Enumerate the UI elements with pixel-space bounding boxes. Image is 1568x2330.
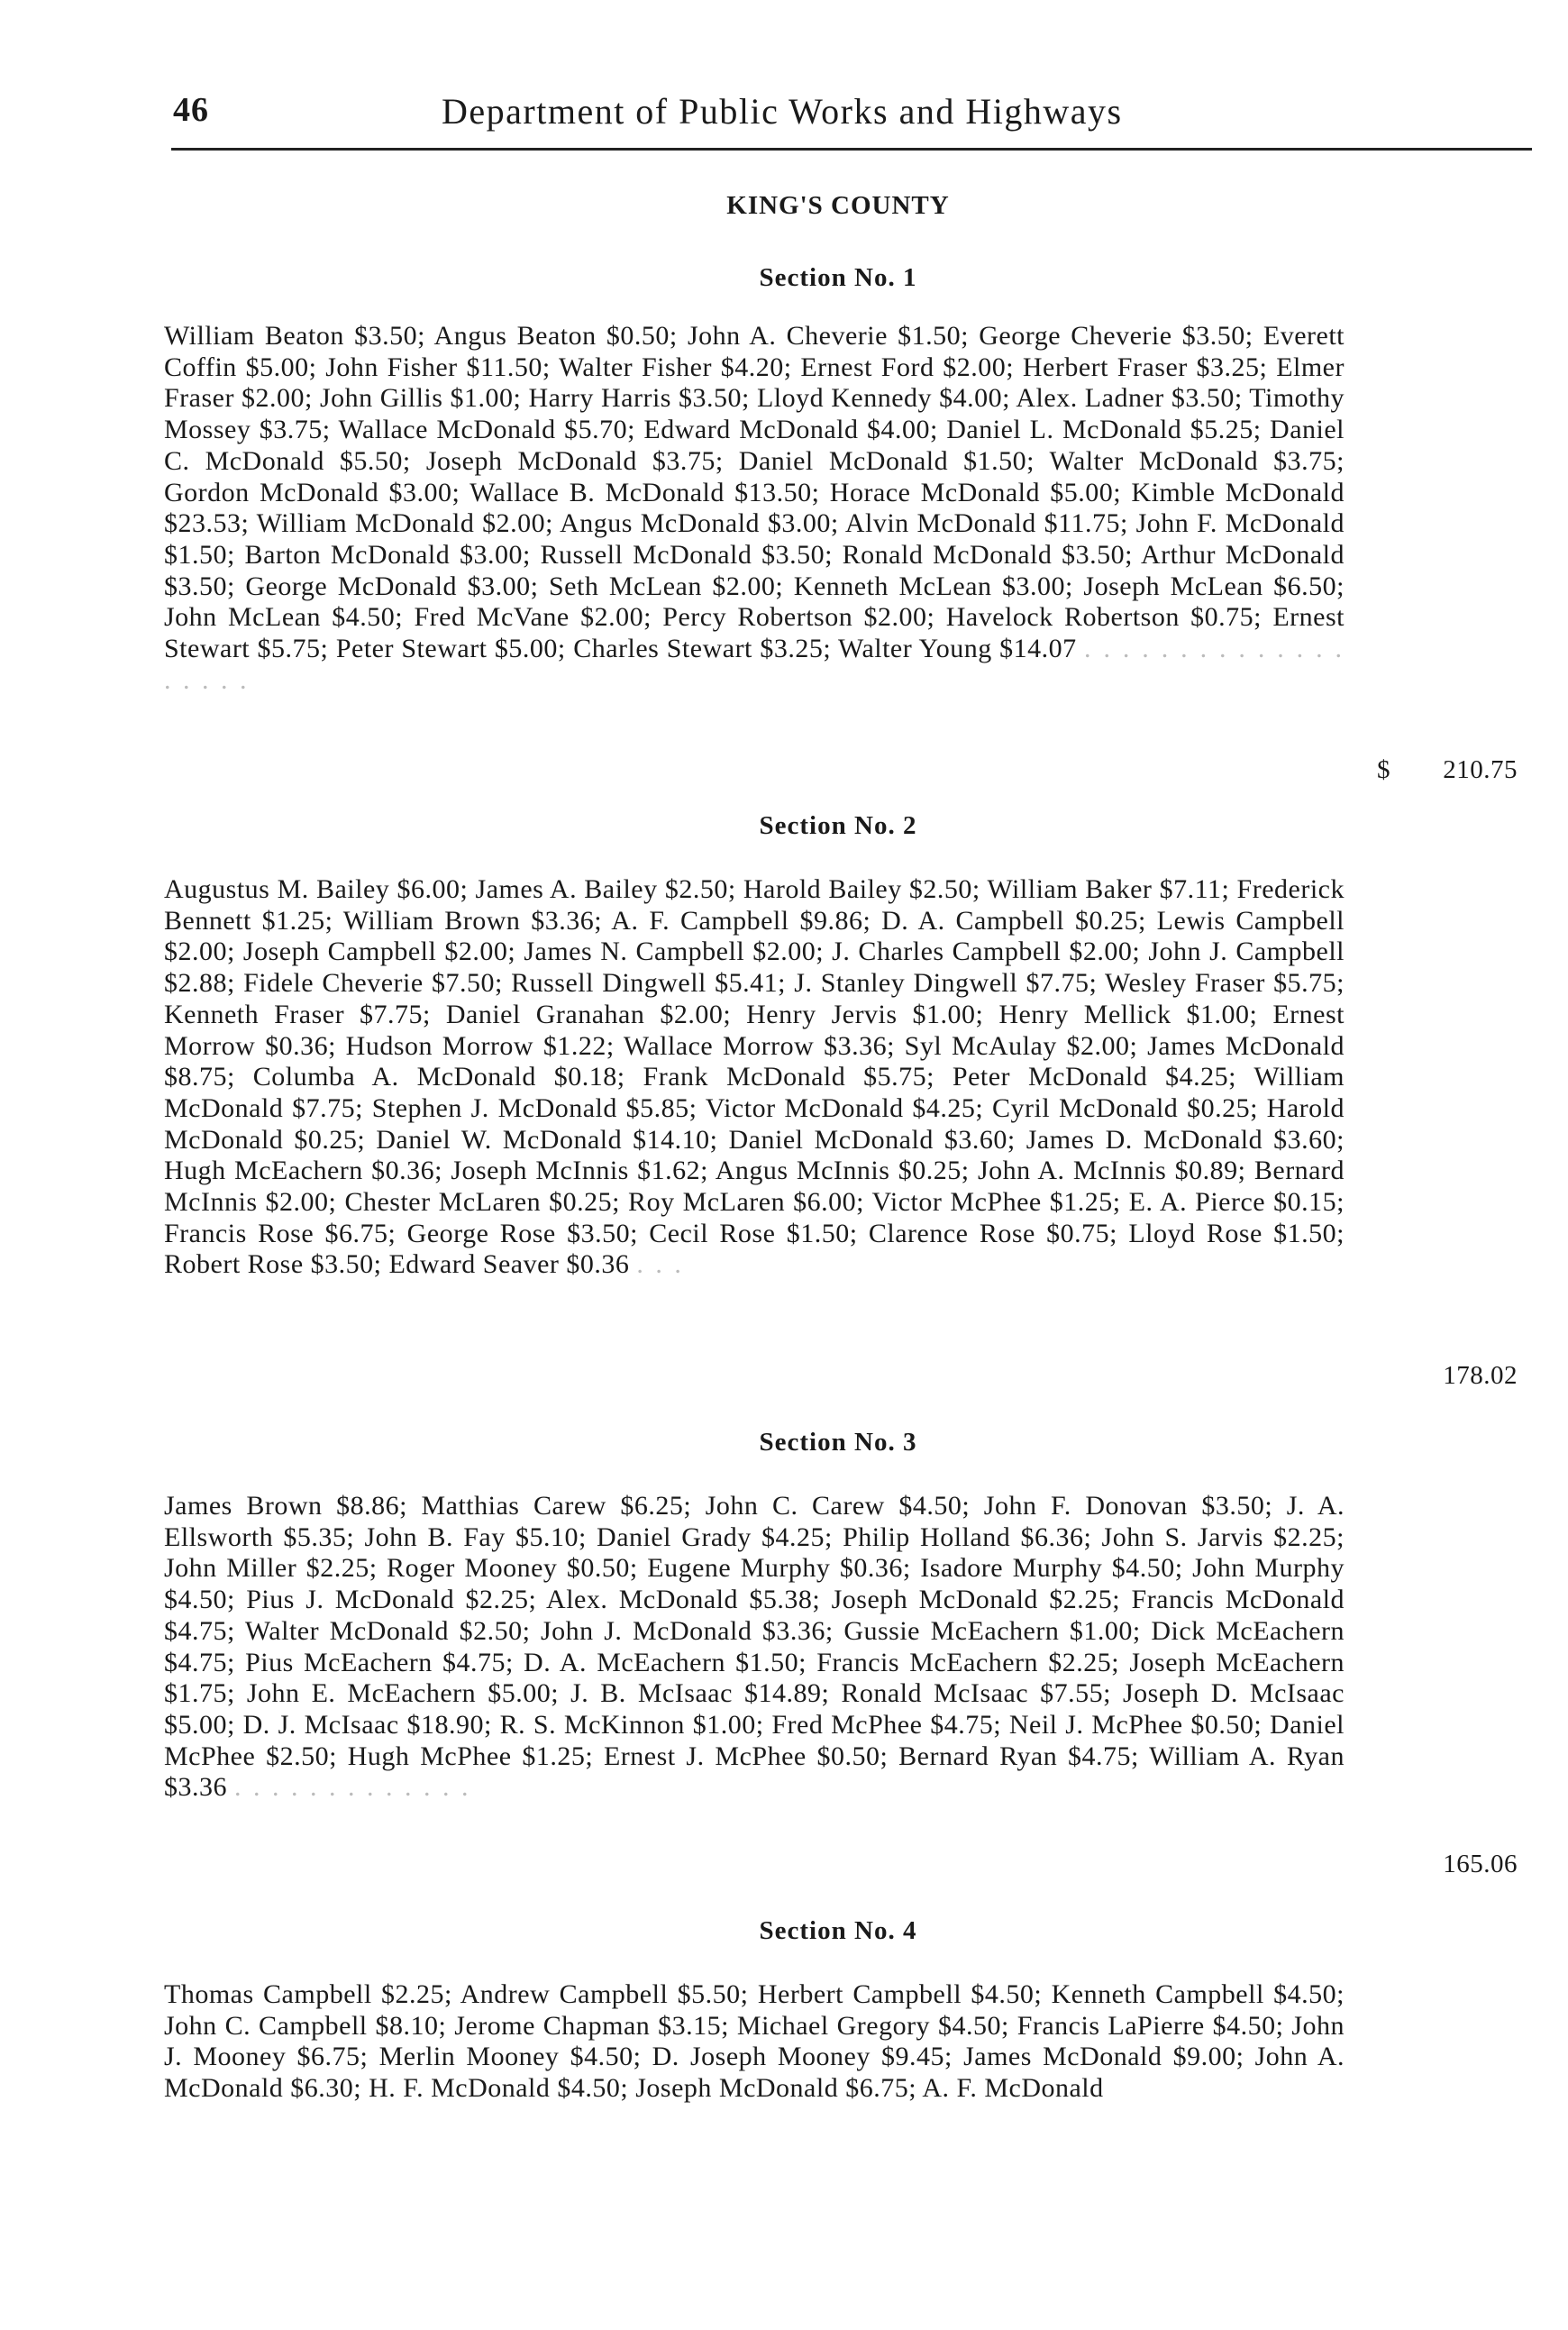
section-body [164, 1491, 1345, 1804]
section-text: Augustus M. Bailey $6.00; James A. Bailey $2.50; Harold Bailey $2.50; William Baker $7.11; Frederick Bennett $1.25; William Brown $3.36; A. F. Campbell $9.86; D. A. Campbell $0.25; Lewis Campbell $2.00; Joseph Campbell $2.00; James N. Campbell $2.00; J. Charles Campbell $2.00; John J. Campbell $2.88; Fidele Cheverie $7.50; Russell Dingwell $5.41; J. Stanley Dingwell $7.75; Wesley Fraser $5.75; Kenneth Fraser $7.75; Daniel Granahan $2.00; Henry Jervis $1.00; Henry Mellick $1.00; Ernest Morrow $0.36; Hudson Morrow $1.22; Wallace Morrow $3.36; Syl McAulay $2.00; James McDonald $8.75; Columba A. McDonald $0.18; Frank McDonald $5.75; Peter McDonald $4.25; William McDonald $7.75; Stephen J. McDonald $5.85; Victor McDonald $4.25; Cyril McDonald $0.25; Harold McDonald $0.25; Daniel W. McDonald $14.10; Daniel McDonald $3.60; James D. McDonald $3.60; Hugh McEachern $0.36; Joseph McInnis $1.62; Angus McInnis $0.25; John A. McInnis $0.89; Bernard McInnis $2.00; Chester McLaren $0.25; Roy McLaren $6.00; Victor McPhee $1.25; E. A. Pierce $0.15; Francis Rose $6.75; George Rose $3.50; Cecil Rose $1.50; Clarence Rose $0.75; Lloyd Rose $1.50; Robert Rose $3.50; Edward Seaver $0.36 [164, 874, 1345, 1280]
dot-leader: . . . . . . . . . . . . . [234, 1772, 471, 1803]
running-head: Department of Public Works and Highways [442, 91, 1123, 132]
section-total: 210.75 [1443, 755, 1518, 784]
section-text: Thomas Campbell $2.25; Andrew Campbell $5.50; Herbert Campbell $4.50; Kenneth Campbell $4.50; John C. Campbell $8.10; Jerome Chapman $3.15; Michael Gregory $4.50; Francis LaPierre $4.50; John J. Mooney $6.75; Merlin Mooney $4.50; D. Joseph Mooney $9.45; James McDonald $9.00; John A. McDonald $6.30; H. F. McDonald $4.50; Joseph McDonald $6.75; A. F. McDonald [164, 1979, 1345, 2104]
section-title: Section No. 1 [759, 263, 917, 292]
section-title: Section No. 2 [759, 811, 917, 840]
page-header [171, 90, 1532, 144]
currency-symbol: $ [1377, 755, 1390, 784]
section-body [164, 1979, 1345, 2105]
section-total: 165.06 [1443, 1850, 1518, 1878]
section-body [164, 321, 1345, 696]
dot-leader: . . . . . . . . . . . . . . . . . . . [164, 634, 1345, 695]
section-title: Section No. 4 [759, 1916, 917, 1945]
county-title: KING'S COUNTY [726, 191, 950, 220]
section-body [164, 874, 1345, 1281]
section-text: James Brown $8.86; Matthias Carew $6.25; John C. Carew $4.50; John F. Donovan $3.50; J. A. Ellsworth $5.35; John B. Fay $5.10; Daniel Grady $4.25; Philip Holland $6.36; John S. Jarvis $2.25; John Miller $2.25; Roger Mooney $0.50; Eugene Murphy $0.36; Isadore Murphy $4.50; John Murphy $4.50; Pius J. McDonald $2.25; Alex. McDonald $5.38; Joseph McDonald $2.25; Francis McDonald $4.75; Walter McDonald $2.50; John J. McDonald $3.36; Gussie McEachern $1.00; Dick McEachern $4.75; Pius McEachern $4.75; D. A. McEachern $1.50; Francis McEachern $2.25; Joseph McEachern $1.75; John E. McEachern $5.00; J. B. McIsaac $14.89; Ronald McIsaac $7.55; Joseph D. McIsaac $5.00; D. J. McIsaac $18.90; R. S. McKinnon $1.00; Fred McPhee $4.75; Neil J. McPhee $0.50; Daniel McPhee $2.50; Hugh McPhee $1.25; Ernest J. McPhee $0.50; Bernard Ryan $4.75; William A. Ryan $3.36 [164, 1491, 1345, 1803]
page-number: 46 [173, 91, 209, 129]
dot-leader: . . . [636, 1249, 684, 1280]
header-rule [171, 148, 1532, 151]
section-text: William Beaton $3.50; Angus Beaton $0.50; John A. Cheverie $1.50; George Cheverie $3.50; Everett Coffin $5.00; John Fisher $11.50; Walter Fisher $4.20; Ernest Ford $2.00; Herbert Fraser $3.25; Elmer Fraser $2.00; John Gillis $1.00; Harry Harris $3.50; Lloyd Kennedy $4.00; Alex. Ladner $3.50; Timothy Mossey $3.75; Wallace McDonald $5.70; Edward McDonald $4.00; Daniel L. McDonald $5.25; Daniel C. McDonald $5.50; Joseph McDonald $3.75; Daniel McDonald $1.50; Walter McDonald $3.75; Gordon McDonald $3.00; Wallace B. McDonald $13.50; Horace McDonald $5.00; Kimble McDonald $23.53; William McDonald $2.00; Angus McDonald $3.00; Alvin McDonald $11.75; John F. McDonald $1.50; Barton McDonald $3.00; Russell McDonald $3.50; Ronald McDonald $3.50; Arthur McDonald $3.50; George McDonald $3.00; Seth McLean $2.00; Kenneth McLean $3.00; Joseph McLean $6.50; John McLean $4.50; Fred McVane $2.00; Percy Robertson $2.00; Havelock Robertson $0.75; Ernest Stewart $5.75; Peter Stewart $5.00; Charles Stewart $3.25; Walter Young $14.07 [164, 321, 1345, 664]
section-title: Section No. 3 [759, 1428, 917, 1457]
section-total: 178.02 [1443, 1361, 1518, 1390]
